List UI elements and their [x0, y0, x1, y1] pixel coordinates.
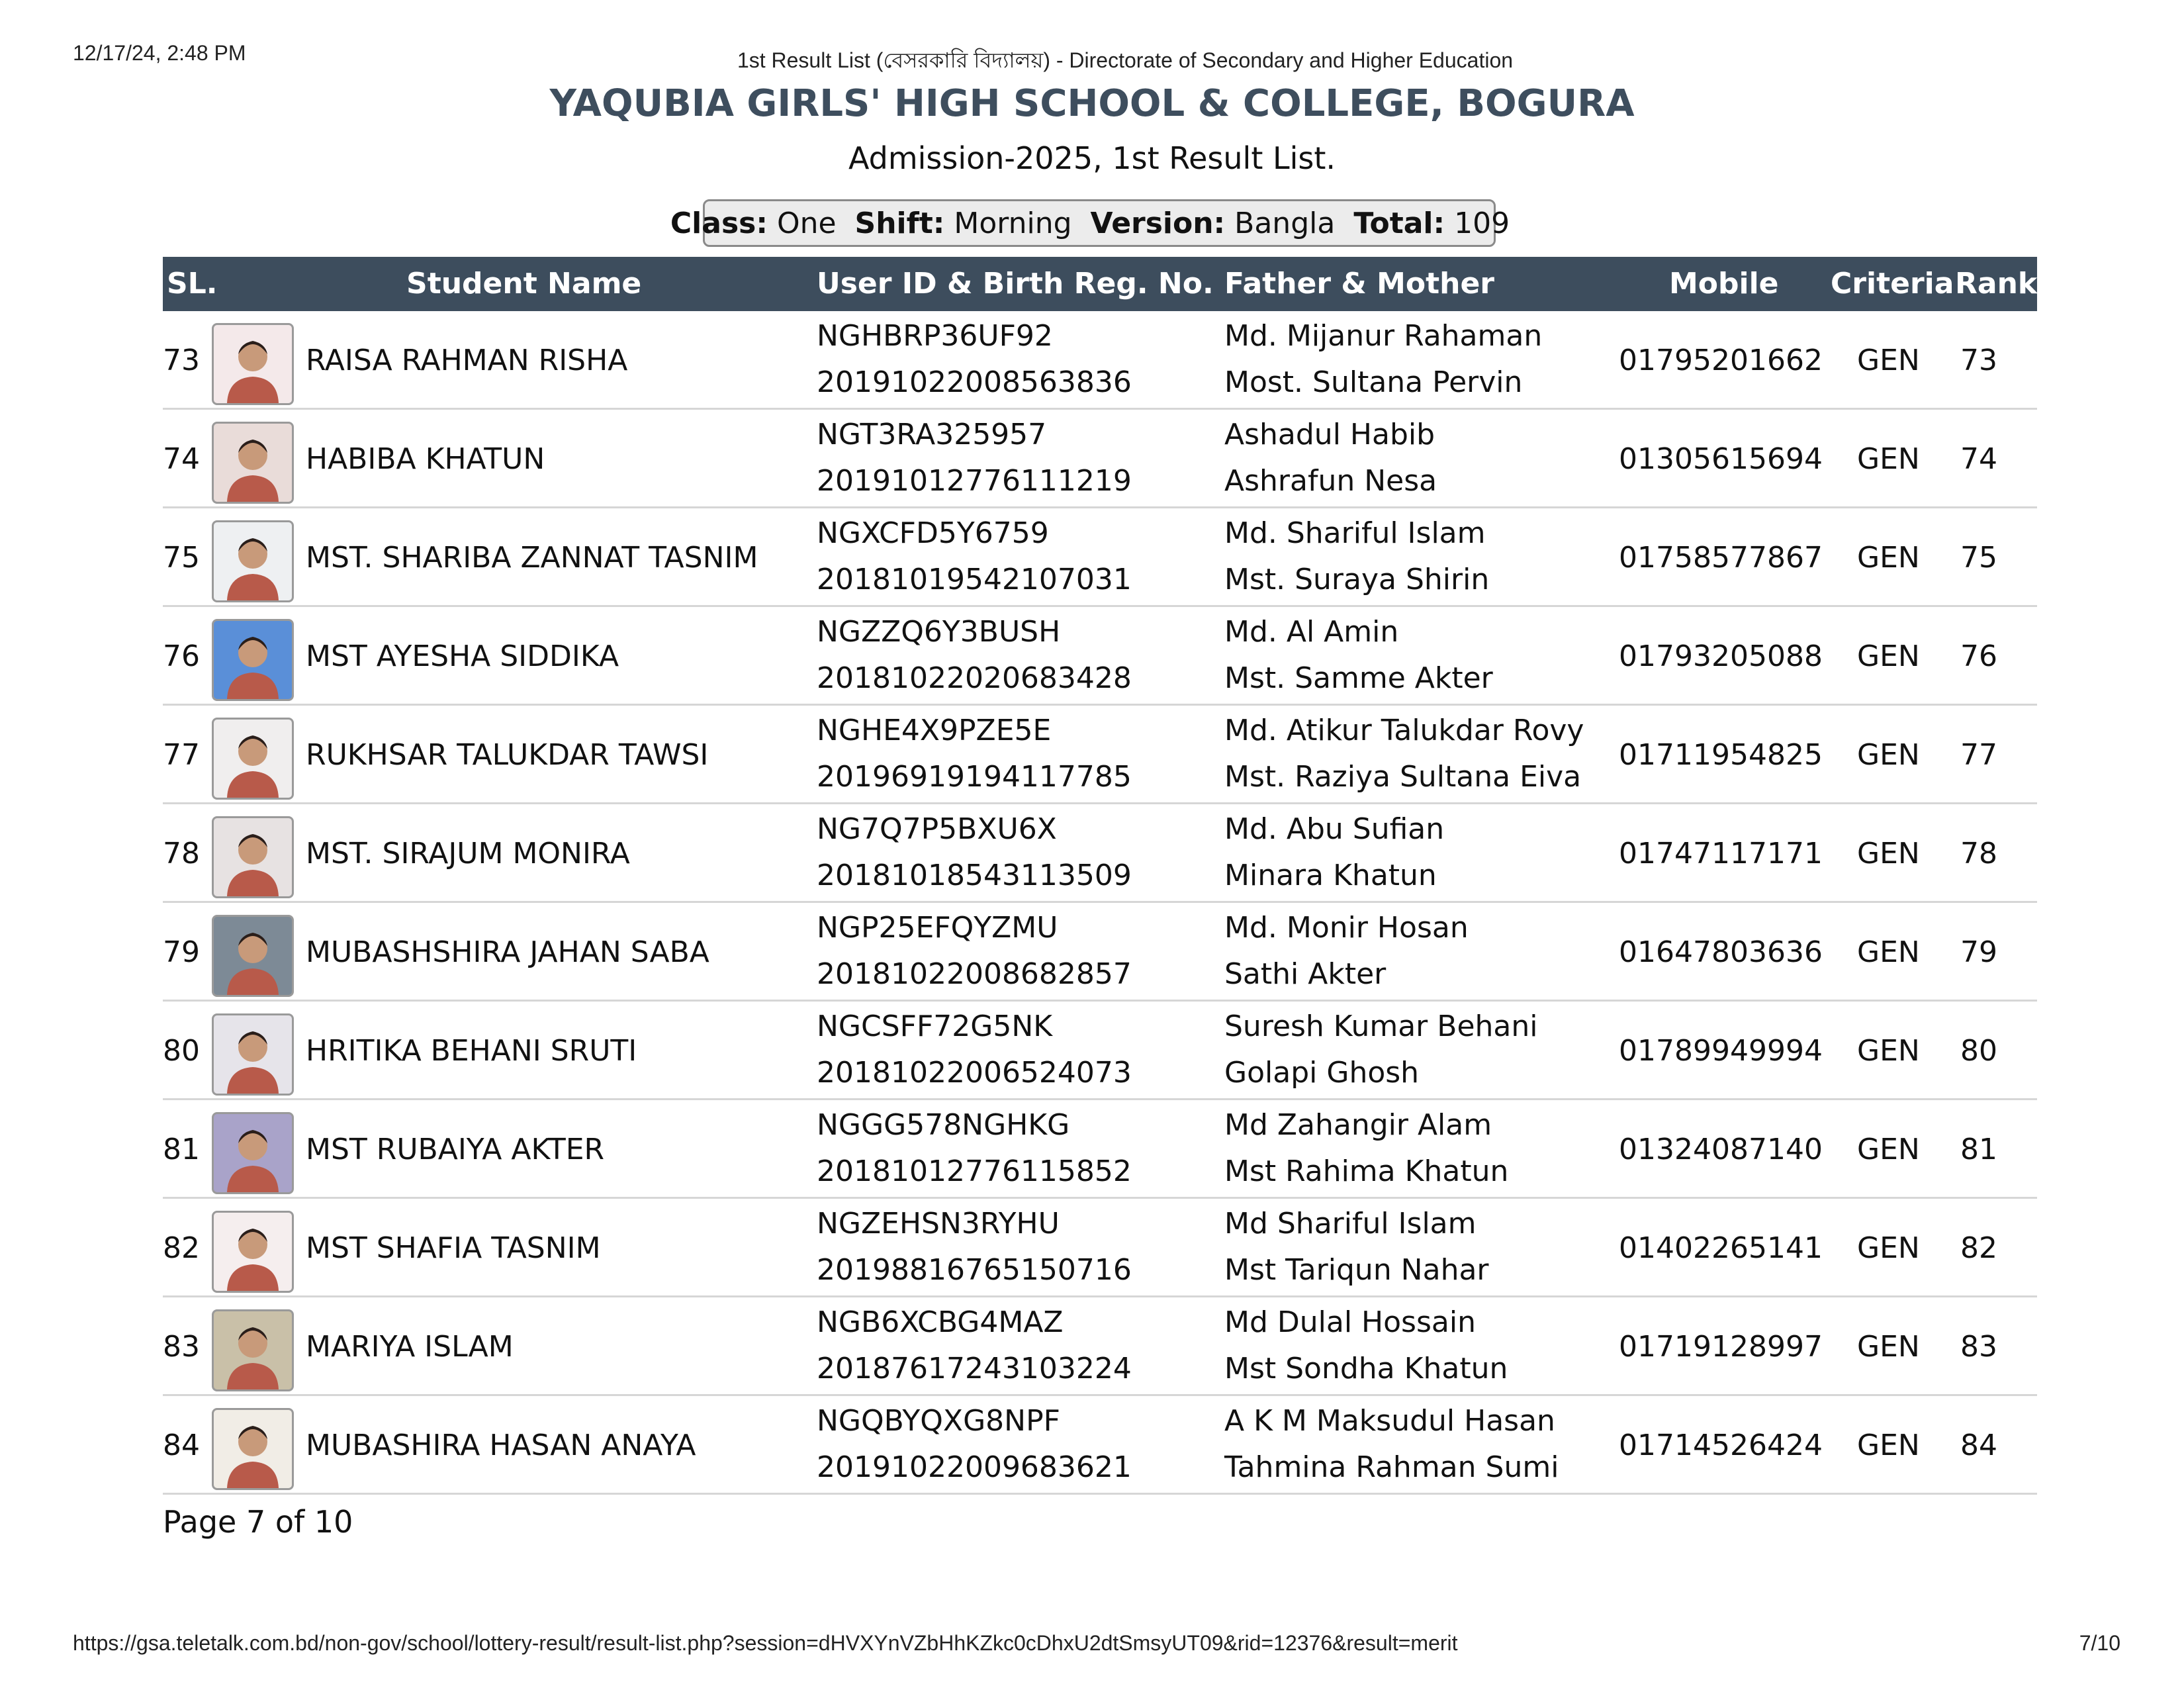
- student-name: RUKHSAR TALUKDAR TAWSI: [306, 738, 709, 772]
- rank: 73: [1960, 344, 1997, 377]
- criteria: GEN: [1857, 935, 1920, 969]
- father-name: Md Zahangir Alam: [1224, 1108, 1492, 1142]
- birth-reg-no: 20181019542107031: [817, 563, 1132, 596]
- father-name: Md. Monir Hosan: [1224, 911, 1469, 945]
- birth-reg-no: 20191022008563836: [817, 365, 1132, 399]
- user-id: NGHE4X9PZE5E: [817, 714, 1052, 747]
- table-row: [163, 903, 2037, 1002]
- father-name: Ashadul Habib: [1224, 418, 1435, 451]
- student-photo: [212, 718, 294, 800]
- father-name: Md. Abu Sufian: [1224, 812, 1445, 846]
- father-name: Md. Mijanur Rahaman: [1224, 319, 1543, 353]
- rank: 79: [1960, 935, 1997, 969]
- row-sl: 79: [163, 935, 200, 969]
- table-row: [163, 1396, 2037, 1495]
- student-photo: [212, 520, 294, 602]
- user-id: NGGG578NGHKG: [817, 1108, 1070, 1142]
- student-name: HABIBA KHATUN: [306, 442, 545, 476]
- birth-reg-no: 20191012776111219: [817, 464, 1132, 498]
- mother-name: Mst. Raziya Sultana Eiva: [1224, 760, 1582, 794]
- result-list-subtitle: Admission-2025, 1st Result List.: [848, 140, 1336, 176]
- student-avatar-icon: [214, 1015, 292, 1094]
- criteria: GEN: [1857, 1133, 1920, 1166]
- class-info-box: [670, 199, 1510, 247]
- student-photo: [212, 915, 294, 997]
- user-id: NGCSFF72G5NK: [817, 1009, 1053, 1043]
- school-name: YAQUBIA GIRLS' HIGH SCHOOL & COLLEGE, BOGURA: [549, 82, 1635, 125]
- student-photo: [212, 1112, 294, 1194]
- shift-label: Shift:: [854, 206, 945, 240]
- mobile-number: 01719128997: [1619, 1330, 1823, 1364]
- rank: 81: [1960, 1133, 1997, 1166]
- user-id: NG7Q7P5BXU6X: [817, 812, 1057, 846]
- father-name: Suresh Kumar Behani: [1224, 1009, 1538, 1043]
- table-row: [163, 607, 2037, 706]
- student-name: MUBASHSHIRA JAHAN SABA: [306, 935, 709, 969]
- birth-reg-no: 20181012776115852: [817, 1154, 1132, 1188]
- student-avatar-icon: [214, 522, 292, 600]
- birth-reg-no: 20181022006524073: [817, 1056, 1132, 1090]
- mother-name: Tahmina Rahman Sumi: [1224, 1450, 1559, 1484]
- print-footer-page-number: 7/10: [2079, 1631, 2120, 1655]
- mobile-number: 01793205088: [1619, 639, 1823, 673]
- version-label: Version:: [1090, 206, 1226, 240]
- table-row: [163, 804, 2037, 903]
- criteria: GEN: [1857, 1330, 1920, 1364]
- birth-reg-no: 20181018543113509: [817, 859, 1132, 892]
- criteria: GEN: [1857, 541, 1920, 575]
- table-row: [163, 706, 2037, 804]
- student-avatar-icon: [214, 325, 292, 403]
- student-name: RAISA RAHMAN RISHA: [306, 344, 628, 377]
- mother-name: Mst Rahima Khatun: [1224, 1154, 1509, 1188]
- table-body: [163, 311, 2037, 1495]
- mobile-number: 01795201662: [1619, 344, 1823, 377]
- row-sl: 73: [163, 344, 200, 377]
- total-label: Total:: [1353, 206, 1445, 240]
- mobile-number: 01711954825: [1619, 738, 1823, 772]
- user-id: NGT3RA325957: [817, 418, 1047, 451]
- birth-reg-no: 20181022008682857: [817, 957, 1132, 991]
- student-name: MST AYESHA SIDDIKA: [306, 639, 619, 673]
- student-avatar-icon: [214, 818, 292, 896]
- student-avatar-icon: [214, 1410, 292, 1488]
- user-id: NGXCFD5Y6759: [817, 516, 1049, 550]
- student-name: MST RUBAIYA AKTER: [306, 1133, 605, 1166]
- header-user-id: User ID & Birth Reg. No.: [817, 267, 1214, 301]
- student-name: MST SHAFIA TASNIM: [306, 1231, 601, 1265]
- user-id: NGQBYQXG8NPF: [817, 1404, 1060, 1438]
- criteria: GEN: [1857, 837, 1920, 870]
- row-sl: 74: [163, 442, 200, 476]
- row-sl: 77: [163, 738, 200, 772]
- user-id: NGHBRP36UF92: [817, 319, 1053, 353]
- mobile-number: 01324087140: [1619, 1133, 1823, 1166]
- rank: 76: [1960, 639, 1997, 673]
- class-label: Class:: [670, 206, 768, 240]
- birth-reg-no: 20187617243103224: [817, 1352, 1132, 1385]
- student-photo: [212, 619, 294, 701]
- birth-reg-no: 20191022009683621: [817, 1450, 1132, 1484]
- row-sl: 84: [163, 1429, 200, 1462]
- student-avatar-icon: [214, 720, 292, 798]
- header-student-name: Student Name: [406, 267, 642, 301]
- student-photo: [212, 1309, 294, 1391]
- table-row: [163, 410, 2037, 508]
- mother-name: Mst. Suraya Shirin: [1224, 563, 1490, 596]
- total-value: 109: [1454, 206, 1510, 240]
- student-name: MST. SIRAJUM MONIRA: [306, 837, 630, 870]
- birth-reg-no: 20181022020683428: [817, 661, 1132, 695]
- table-row: [163, 311, 2037, 410]
- print-datetime: 12/17/24, 2:48 PM: [73, 41, 246, 65]
- result-table: [163, 257, 2037, 1495]
- mobile-number: 01789949994: [1619, 1034, 1823, 1068]
- father-name: Md Dulal Hossain: [1224, 1305, 1476, 1339]
- rank: 78: [1960, 837, 1997, 870]
- mother-name: Mst. Samme Akter: [1224, 661, 1493, 695]
- print-page-title: 1st Result List (বেসরকারি বিদ্যালয়) - Directorate of Secondary and Higher Education: [737, 48, 1514, 72]
- student-avatar-icon: [214, 1213, 292, 1291]
- rank: 77: [1960, 738, 1997, 772]
- user-id: NGZZQ6Y3BUSH: [817, 615, 1061, 649]
- row-sl: 80: [163, 1034, 200, 1068]
- criteria: GEN: [1857, 1429, 1920, 1462]
- criteria: GEN: [1857, 1034, 1920, 1068]
- birth-reg-no: 20196919194117785: [817, 760, 1132, 794]
- student-avatar-icon: [214, 917, 292, 995]
- mother-name: Mst Tariqun Nahar: [1224, 1253, 1489, 1287]
- header-parents: Father & Mother: [1224, 267, 1494, 301]
- header-rank: Rank: [1955, 267, 2038, 301]
- row-sl: 78: [163, 837, 200, 870]
- criteria: GEN: [1857, 639, 1920, 673]
- student-avatar-icon: [214, 1311, 292, 1389]
- father-name: Md Shariful Islam: [1224, 1207, 1477, 1241]
- mobile-number: 01647803636: [1619, 935, 1823, 969]
- mobile-number: 01714526424: [1619, 1429, 1823, 1462]
- user-id: NGZEHSN3RYHU: [817, 1207, 1060, 1241]
- table-header: [163, 257, 2037, 311]
- criteria: GEN: [1857, 1231, 1920, 1265]
- student-name: MUBASHIRA HASAN ANAYA: [306, 1429, 696, 1462]
- criteria: GEN: [1857, 442, 1920, 476]
- rank: 80: [1960, 1034, 1997, 1068]
- student-avatar-icon: [214, 621, 292, 699]
- student-name: MST. SHARIBA ZANNAT TASNIM: [306, 541, 758, 575]
- row-sl: 83: [163, 1330, 200, 1364]
- student-photo: [212, 816, 294, 898]
- mother-name: Sathi Akter: [1224, 957, 1387, 991]
- student-photo: [212, 323, 294, 405]
- student-avatar-icon: [214, 424, 292, 502]
- rank: 82: [1960, 1231, 1997, 1265]
- mother-name: Minara Khatun: [1224, 859, 1437, 892]
- header-mobile: Mobile: [1669, 267, 1779, 301]
- mobile-number: 01758577867: [1619, 541, 1823, 575]
- table-row: [163, 1100, 2037, 1199]
- student-name: MARIYA ISLAM: [306, 1330, 514, 1364]
- father-name: Md. Shariful Islam: [1224, 516, 1486, 550]
- rank: 83: [1960, 1330, 1997, 1364]
- rank: 75: [1960, 541, 1997, 575]
- father-name: Md. Atikur Talukdar Rovy: [1224, 714, 1584, 747]
- page-indicator: Page 7 of 10: [163, 1504, 353, 1540]
- rank: 74: [1960, 442, 1997, 476]
- criteria: GEN: [1857, 738, 1920, 772]
- mother-name: Golapi Ghosh: [1224, 1056, 1420, 1090]
- mobile-number: 01402265141: [1619, 1231, 1823, 1265]
- version-value: Bangla: [1234, 206, 1336, 240]
- header-sl: SL.: [167, 267, 218, 301]
- user-id: NGB6XCBG4MAZ: [817, 1305, 1064, 1339]
- user-id: NGP25EFQYZMU: [817, 911, 1058, 945]
- student-photo: [212, 1211, 294, 1293]
- father-name: A K M Maksudul Hasan: [1224, 1404, 1555, 1438]
- mother-name: Ashrafun Nesa: [1224, 464, 1437, 498]
- row-sl: 76: [163, 639, 200, 673]
- student-avatar-icon: [214, 1114, 292, 1192]
- criteria: GEN: [1857, 344, 1920, 377]
- mobile-number: 01747117171: [1619, 837, 1823, 870]
- row-sl: 81: [163, 1133, 200, 1166]
- rank: 84: [1960, 1429, 1997, 1462]
- mobile-number: 01305615694: [1619, 442, 1823, 476]
- father-name: Md. Al Amin: [1224, 615, 1399, 649]
- student-photo: [212, 1408, 294, 1490]
- birth-reg-no: 20198816765150716: [817, 1253, 1132, 1287]
- row-sl: 75: [163, 541, 200, 575]
- mother-name: Most. Sultana Pervin: [1224, 365, 1523, 399]
- row-sl: 82: [163, 1231, 200, 1265]
- print-footer-url: https://gsa.teletalk.com.bd/non-gov/school/lottery-result/result-list.php?session=dHVXYnVZbHhKZkc0cDhxU2dtSmsyUT09&rid=12376&result=merit: [73, 1631, 1458, 1655]
- table-row: [163, 1199, 2037, 1297]
- class-value: One: [776, 206, 837, 240]
- student-name: HRITIKA BEHANI SRUTI: [306, 1034, 637, 1068]
- student-photo: [212, 1013, 294, 1096]
- table-row: [163, 508, 2037, 607]
- student-photo: [212, 422, 294, 504]
- mother-name: Mst Sondha Khatun: [1224, 1352, 1508, 1385]
- header-criteria: Criteria: [1831, 267, 1954, 301]
- table-row: [163, 1002, 2037, 1100]
- shift-value: Morning: [954, 206, 1072, 240]
- table-row: [163, 1297, 2037, 1396]
